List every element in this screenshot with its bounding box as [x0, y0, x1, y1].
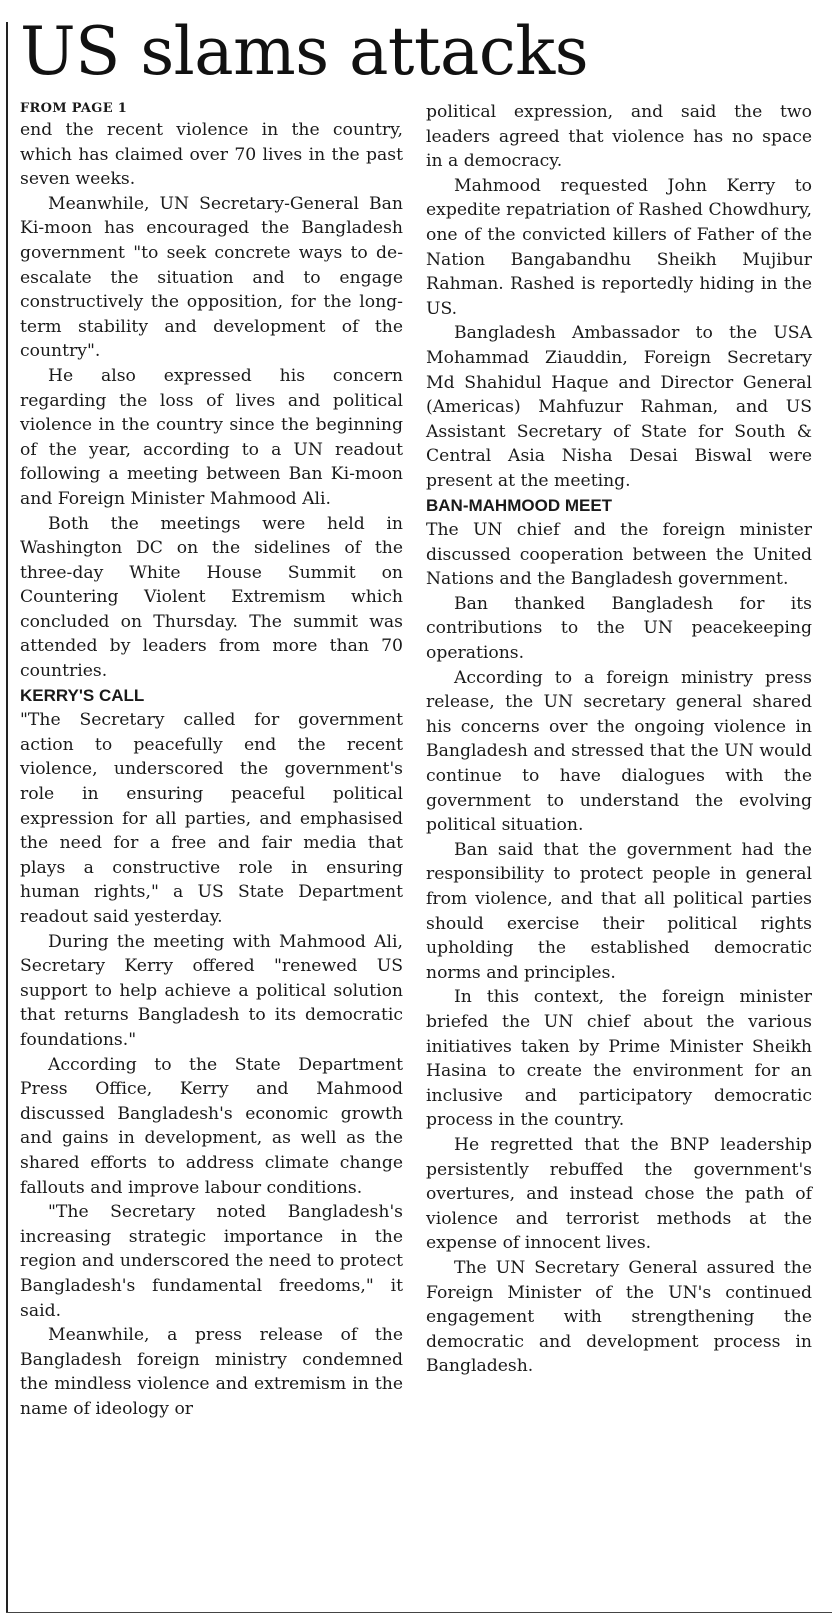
- paragraph: He regretted that the BNP leadership persistently rebuffed the government's overtures, and instead chose the path of violence and terrorist methods at the expense of innocent lives.: [426, 1134, 812, 1254]
- paragraph: Ban thanked Bangladesh for its contributions to the UN peacekeeping operations.: [426, 593, 812, 664]
- paragraph: Ban said that the government had the responsibility to protect people in general from violence, and that all political parties should exercise their political rights upholding the established democratic norms and principles.: [426, 839, 812, 983]
- column-rule: [6, 22, 8, 1612]
- paragraph: He also expressed his concern regarding the loss of lives and political violence in the country since the beginning of the year, according to a UN readout following a meeting between Ban Ki-moon and Foreign Minister Mahmood Ali.: [20, 365, 403, 509]
- paragraph: end the recent violence in the country, which has claimed over 70 lives in the past seven weeks.: [20, 120, 403, 190]
- subhead-kerry: KERRY'S CALL: [20, 685, 145, 705]
- paragraph: Both the meetings were held in Washington DC on the sidelines of the three-day White House Summit on Countering Violent Extremism which concluded on Thursday. The summit was attended by leaders from more than 70 countries.: [20, 513, 403, 682]
- headline: US slams attacks: [20, 13, 589, 90]
- paragraph: During the meeting with Mahmood Ali, Secretary Kerry offered "renewed US support to help achieve a political solution that returns Bangladesh to its democratic foundations.": [20, 931, 403, 1050]
- paragraph: Meanwhile, a press release of the Bangladesh foreign ministry condemned the mindless violence and extremism in the name of ideology or: [20, 1325, 403, 1419]
- paragraph: political expression, and said the two leaders agreed that violence has no space in a democracy.: [426, 102, 812, 172]
- paragraph: The UN Secretary General assured the Foreign Minister of the UN's continued engagement with strengthening the democratic and development process in Bangladesh.: [426, 1257, 812, 1377]
- paragraph: "The Secretary noted Bangladesh's increasing strategic importance in the region and underscored the need to protect Bangladesh's fundamental freedoms," it said.: [20, 1202, 403, 1321]
- paragraph: The UN chief and the foreign minister discussed cooperation between the United Nations and the Bangladesh government.: [426, 520, 812, 590]
- left-column: [20, 100, 403, 1421]
- subhead-ban-mahmood: BAN-MAHMOOD MEET: [426, 495, 613, 515]
- paragraph: According to a foreign ministry press release, the UN secretary general shared his concerns over the ongoing violence in Bangladesh and stressed that the UN would continue to have dialogues with the government to understand the evolving political situation.: [426, 667, 812, 836]
- paragraph: Mahmood requested John Kerry to expedite repatriation of Rashed Chowdhury, one of the convicted killers of Father of the Nation Bangabandhu Sheikh Mujibur Rahman. Rashed is reportedly hiding in the US.: [426, 175, 812, 319]
- paragraph: In this context, the foreign minister briefed the UN chief about the various initiatives taken by Prime Minister Sheikh Hasina to create the environment for an inclusive and participatory democratic process in the country.: [426, 987, 812, 1131]
- paragraph: "The Secretary called for government action to peacefully end the recent violence, underscored the government's role in ensuring peaceful political expression for all parties, and emphasised the need for a free and fair media that plays a constructive role in ensuring human rights," a US State Department readout said yesterday.: [20, 710, 403, 927]
- paragraph: Bangladesh Ambassador to the USA Mohammad Ziauddin, Foreign Secretary Md Shahidul Haque and Director General (Americas) Mahfuzur Rahman, and US Assistant Secretary of State for South & Central Asia Nisha Desai Biswal were present at the meeting.: [426, 323, 812, 491]
- right-column: [426, 100, 812, 1379]
- bottom-rule: [6, 1612, 832, 1613]
- continuation-kicker: FROM PAGE 1: [20, 101, 128, 116]
- paragraph: Meanwhile, UN Secretary-General Ban Ki-moon has encouraged the Bangladesh government "to seek concrete ways to de-escalate the situation and to engage constructively the opposition, for the long-term stability and development of the country".: [20, 193, 403, 362]
- paragraph: According to the State Department Press Office, Kerry and Mahmood discussed Bangladesh's economic growth and gains in development, as well as the shared efforts to address climate change fallouts and improve labour conditions.: [20, 1054, 403, 1198]
